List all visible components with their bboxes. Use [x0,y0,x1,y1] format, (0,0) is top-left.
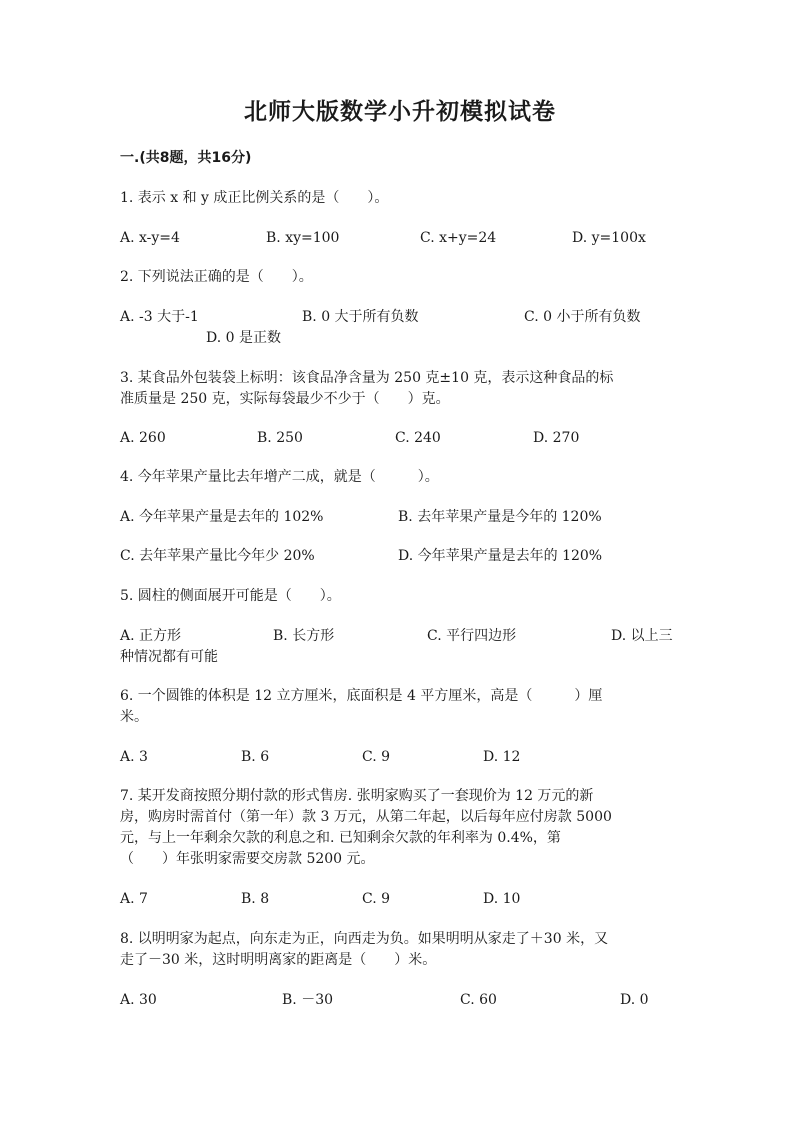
question-7-option-d: D. 10 [483,891,521,907]
question-7-option-b: B. 8 [241,891,270,907]
question-3-option-a: A. 260 [120,430,166,446]
question-8-option-b: B. －30 [282,992,334,1008]
question-3-option-d: D. 270 [533,430,580,446]
question-7-option-c: C. 9 [362,891,391,907]
question-4-option-a: A. 今年苹果产量是去年的 102% [120,509,324,525]
question-3-text-line-1: 3. 某食品外包装袋上标明：该食品净含量为 250 克±10 克，表示这种食品的标 [120,370,614,386]
question-2-option-d: D. 0 是正数 [206,330,281,346]
question-4-option-d: D. 今年苹果产量是去年的 120% [398,548,603,564]
question-7-text-line-3: 元，与上一年剩余欠款的利息之和. 已知剩余欠款的年利率为 0.4%，第 [120,830,561,846]
question-5-option-b: B. 长方形 [273,628,335,644]
question-5-option-d-continued: 种情况都有可能 [120,649,218,665]
question-5-option-c: C. 平行四边形 [427,628,517,644]
question-6-option-b: B. 6 [241,749,270,765]
question-4-text: 4. 今年苹果产量比去年增产二成，就是（ ）。 [120,469,439,485]
question-3-option-b: B. 250 [257,430,303,446]
question-7-text-line-1: 7. 某开发商按照分期付款的形式售房. 张明家购买了一套现价为 12 万元的新 [120,788,594,804]
question-7-text-line-2: 房，购房时需首付（第一年）款 3 万元，从第二年起，以后每年应付房款 5000 [120,809,612,825]
question-5-option-d: D. 以上三 [611,628,673,644]
question-1-option-d: D. y=100x [572,230,646,246]
question-7-text-line-4: （ ）年张明家需要交房款 5200 元。 [120,851,375,867]
section-heading: 一.(共8题，共16分) [120,150,252,166]
question-5-option-a: A. 正方形 [120,628,182,644]
question-1-option-b: B. xy=100 [266,230,340,246]
page-title: 北师大版数学小升初模拟试卷 [244,99,556,125]
question-1-text: 1. 表示 x 和 y 成正比例关系的是（ ）。 [120,190,389,206]
question-6-option-d: D. 12 [483,749,521,765]
question-6-text-line-2: 米。 [120,709,148,725]
question-4-option-c: C. 去年苹果产量比今年少 20% [120,548,315,564]
question-8-option-d: D. 0 [620,992,649,1008]
question-8-text-line-2: 走了－30 米，这时明明离家的距离是（ ）米。 [120,952,437,968]
question-3-text-line-2: 准质量是 250 克，实际每袋最少不少于（ ）克。 [120,391,450,407]
question-6-option-c: C. 9 [362,749,391,765]
question-3-option-c: C. 240 [395,430,441,446]
question-2-option-a: A. -3 大于-1 [120,309,199,325]
question-6-text-line-1: 6. 一个圆锥的体积是 12 立方厘米，底面积是 4 平方厘米，高是（ ）厘 [120,688,603,704]
question-2-option-b: B. 0 大于所有负数 [302,309,419,325]
question-4-option-b: B. 去年苹果产量是今年的 120% [398,509,602,525]
question-2-option-c: C. 0 小于所有负数 [524,309,641,325]
question-5-text: 5. 圆柱的侧面展开可能是（ ）。 [120,588,341,604]
question-8-option-a: A. 30 [120,992,157,1008]
question-8-text-line-1: 8. 以明明家为起点，向东走为正，向西走为负。如果明明从家走了＋30 米，又 [120,931,609,947]
question-2-text: 2. 下列说法正确的是（ ）。 [120,269,313,285]
question-8-option-c: C. 60 [460,992,497,1008]
question-1-option-a: A. x-y=4 [120,230,180,246]
question-7-option-a: A. 7 [120,891,148,907]
question-1-option-c: C. x+y=24 [420,230,497,246]
question-6-option-a: A. 3 [120,749,148,765]
